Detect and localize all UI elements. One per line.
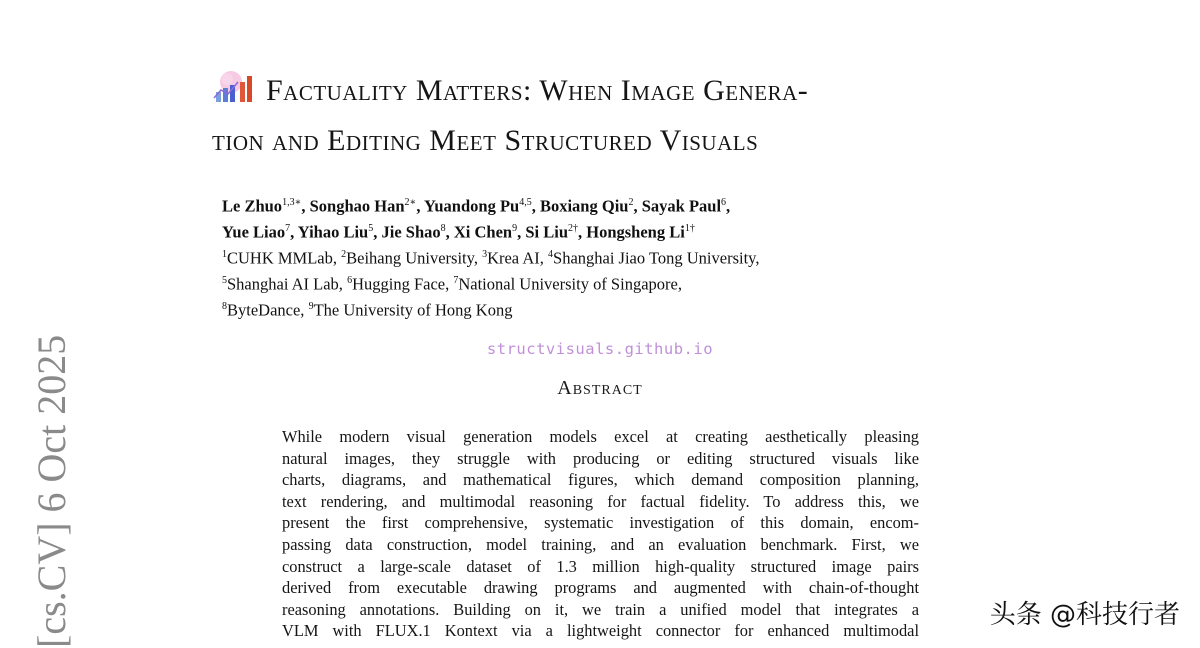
chart-logo-icon	[212, 68, 258, 118]
affiliation-name: CUHK MMLab,	[227, 248, 342, 268]
author-affiliation-mark: 4,5	[519, 197, 532, 208]
author-affiliation-mark: 9	[512, 223, 518, 234]
author-name: Yue Liao	[222, 222, 286, 242]
affiliation-number: 2	[341, 249, 347, 260]
abstract-line: While modern visual generation models excel at creating aesthetically pleasing	[282, 427, 919, 446]
affiliation-name: Krea AI,	[487, 248, 549, 268]
affiliation-number: 9	[308, 301, 314, 312]
abstract-line: derived from executable drawing programs and augmented with chain-of-thought	[282, 578, 919, 598]
project-link[interactable]: structvisuals.github.io	[486, 340, 714, 358]
author-block	[222, 192, 982, 322]
abstract-line: charts, diagrams, and mathematical figures, which demand composition planning,	[282, 470, 919, 490]
affiliation-line	[222, 296, 982, 322]
author-separator: ,	[301, 196, 310, 216]
author-separator: ,	[726, 196, 731, 216]
author-name: Yihao Liu	[297, 222, 369, 242]
author-affiliation-mark: 6	[721, 197, 727, 208]
abstract-line: VLM with FLUX.1 Kontext via a lightweight connector for enhanced multimodal	[282, 621, 919, 641]
author-affiliation-mark: 1†	[684, 223, 695, 234]
author-separator: ,	[531, 196, 540, 216]
affiliations	[222, 244, 982, 322]
author-affiliation-mark: 2	[628, 197, 634, 208]
author-row-1	[222, 192, 982, 218]
affiliation-line	[222, 244, 982, 270]
title-line-2: tion and Editing Meet Structured Visuals	[212, 124, 759, 157]
affiliation-number: 7	[453, 275, 459, 286]
author-name: Songhao Han	[309, 196, 405, 216]
affiliation-name: The University of Hong Kong	[313, 300, 513, 320]
author-separator: ,	[517, 222, 526, 242]
affiliation-number: 5	[222, 275, 227, 286]
affiliation-line	[222, 270, 982, 296]
author-name: Hongsheng Li	[586, 222, 685, 242]
author-affiliation-mark: 1,3∗	[282, 197, 302, 208]
paper-title	[212, 68, 1012, 164]
author-affiliation-mark: 7	[285, 223, 291, 234]
author-affiliation-mark: 8	[440, 223, 446, 234]
affiliation-name: ByteDance,	[227, 300, 309, 320]
affiliation-name: Shanghai AI Lab,	[227, 274, 348, 294]
author-affiliation-mark: 2†	[568, 223, 578, 234]
affiliation-number: 8	[222, 301, 227, 312]
abstract-line: reasoning annotations. Building on it, we train a unified model that integrates a	[282, 599, 919, 619]
affiliation-number: 6	[347, 275, 353, 286]
abstract-line: passing data construction, model training, and an evaluation benchmark. First, we	[282, 534, 919, 554]
affiliation-name: National University of Singapore,	[458, 274, 682, 294]
author-name: Boxiang Qiu	[539, 196, 629, 216]
affiliation-name: Shanghai Jiao Tong University,	[553, 248, 760, 268]
arxiv-stamp: [cs.CV] 6 Oct 2025	[29, 334, 74, 648]
abstract-line: natural images, they struggle with producing or editing structured visuals like	[282, 448, 919, 468]
abstract-body	[282, 426, 919, 642]
affiliation-name: Beihang University,	[346, 248, 483, 268]
abstract-line: text rendering, and multimodal reasoning for factual fidelity. To address this, we	[282, 491, 919, 511]
author-affiliation-mark: 2∗	[404, 197, 417, 208]
author-name: Yuandong Pu	[423, 196, 520, 216]
author-separator: ,	[290, 222, 298, 242]
author-name: Si Liu	[525, 222, 568, 242]
author-name: Jie Shao	[381, 222, 441, 242]
abstract-heading: Abstract	[557, 377, 643, 399]
affiliation-number: 1	[222, 249, 227, 260]
author-name: Le Zhuo	[222, 196, 283, 216]
author-separator: ,	[445, 222, 454, 242]
abstract-line: construct a large-scale dataset of 1.3 million high-quality structured image pairs	[282, 556, 919, 576]
author-affiliation-mark: 5	[368, 223, 374, 234]
affiliation-name: Hugging Face,	[352, 274, 454, 294]
author-separator: ,	[416, 196, 424, 216]
author-separator: ,	[633, 196, 642, 216]
author-name: Xi Chen	[453, 222, 513, 242]
author-row-2	[222, 218, 982, 244]
watermark: 头条 @科技行者	[989, 600, 1180, 630]
author-separator: ,	[373, 222, 382, 242]
affiliation-number: 4	[548, 249, 554, 260]
affiliation-number: 3	[482, 249, 488, 260]
author-name: Sayak Paul	[641, 196, 722, 216]
abstract-line: present the first comprehensive, systematic investigation of this domain, encom-	[282, 513, 919, 533]
author-separator: ,	[578, 222, 587, 242]
title-line-1: Factuality Matters: When Image Genera-	[266, 74, 809, 107]
